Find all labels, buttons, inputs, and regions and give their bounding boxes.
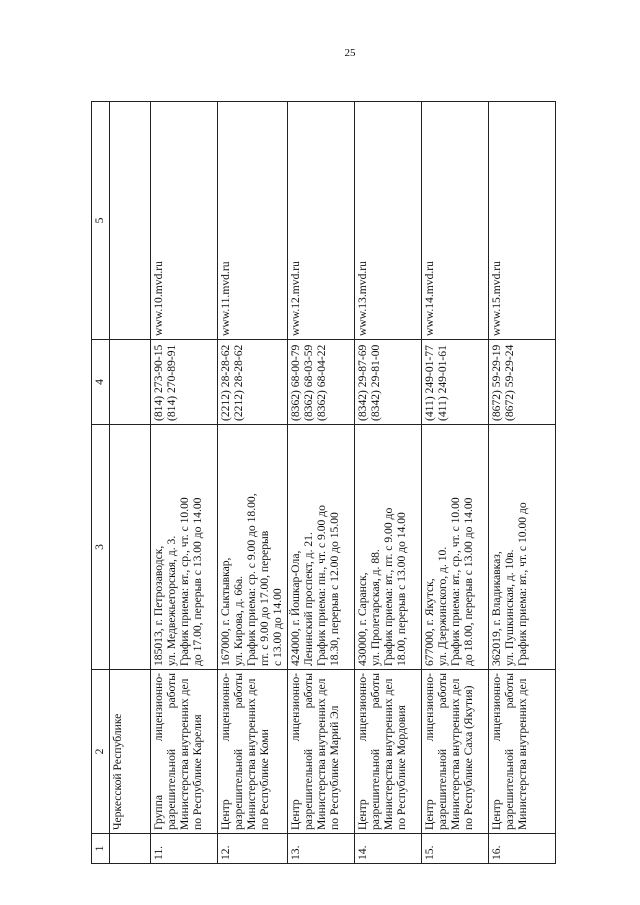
address-schedule-cell [421,425,488,670]
website-cell: www.12.mvd.ru [287,102,354,340]
organization-line [503,673,516,830]
organization-line [219,673,232,830]
phone-number: (8362) 68-00-79 [288,344,302,421]
table-body [92,102,556,864]
organization-line [289,673,302,830]
table-row [421,102,488,864]
phone-number: (8342) 29-87-69 [355,344,369,421]
header-row [92,102,110,864]
organization-line [165,673,178,830]
website-cell: www.15.mvd.ru [488,102,555,340]
site-cell [109,102,150,340]
phone-number: (814) 273-90-15 [151,344,165,421]
header-cell: 1 [92,834,110,864]
address-line: ул. Кирова, д. 66а. [231,576,245,666]
organization-cell [150,670,217,834]
organization-line [436,673,449,830]
row-number-cell: 15. [421,834,488,864]
website-cell: www.13.mvd.ru [354,102,421,340]
organization-line: по Республике Саха (Якутия) [461,685,475,830]
organization-word: работы [231,673,245,709]
address-line: ул. Дзержинского, д. 10. [435,546,449,666]
organization-cell [354,670,421,834]
page-number: 25 [344,47,356,59]
address-line: 167000, г. Сыктывкар, [218,557,232,666]
organization-line [490,673,503,830]
address-line: с 13.00 до 14.00 [270,588,284,666]
address-line: 18.30, перерыв с 12.00 до 15.00 [327,512,341,666]
organization-word: работы [164,673,178,709]
address-line: до 17.00, перерыв с 13.00 до 14.00 [190,497,204,666]
phone-number: (411) 249-01-61 [435,345,449,421]
phone-cell [488,340,555,425]
table-row [488,102,555,864]
address-line: пт. с 9.00 до 17.00, перерыв [257,530,271,666]
website-cell: www.14.mvd.ru [421,102,488,340]
organization-line: по Республике Коми [257,729,271,830]
organization-line: Министерства внутренних дел [448,678,462,830]
phone-number: (2212) 28-28-62 [231,344,245,421]
address-line: 18.00, перерыв с 13.00 до 14.00 [394,512,408,666]
organization-word: разрешительной [301,748,315,830]
row-number-cell: 11. [150,834,217,864]
phone-number: (8362) 68-03-59 [301,344,315,421]
organization-line: по Республике Марий Эл [327,705,341,830]
address-line: График приема: вт., ср., чт. с 10.00 [448,497,462,666]
organization-word: лицензионно- [355,673,369,742]
organization-cell [287,670,354,834]
organization-cell [217,670,287,834]
phone-number: (8362) 68-04-22 [314,344,328,421]
header-cell: 3 [92,425,110,670]
phone-cell [217,340,287,425]
licensing-centers-table [91,101,556,864]
phone-number: (814) 270-89-91 [164,344,178,421]
address-schedule-cell [488,425,555,670]
address-line: 362019, г. Владикавказ, [489,551,503,666]
organization-line: Министерства внутренних дел [381,678,395,830]
organization-word: Центр [288,799,302,830]
organization-line: Министерства внутренних дел [515,678,529,830]
phone-number: (2212) 28-28-62 [218,344,232,421]
organization-word: разрешительной [502,748,516,830]
num-cell [109,834,150,864]
address-schedule-cell [354,425,421,670]
continuation-text: Черкесской Республике [110,713,124,830]
address-line: 677000, г. Якутск, [422,578,436,666]
address-line: Ленинский проспект, д. 21. [301,532,315,666]
organization-word: лицензионно- [288,673,302,742]
organization-word: лицензионно- [422,673,436,742]
table-row [150,102,217,864]
organization-line [232,673,245,830]
phone-cell [354,340,421,425]
phone-number: (8672) 59-29-19 [489,344,503,421]
header-cell: 4 [92,340,110,425]
organization-word: Группа [151,795,165,830]
organization-word: работы [502,673,516,709]
address-cell [109,425,150,670]
address-line: График приема: пн., чт. с 9.00 до [314,505,328,666]
address-schedule-cell [287,425,354,670]
organization-word: Центр [489,799,503,830]
organization-line: Министерства внутренних дел [177,678,191,830]
header-cell: 2 [92,670,110,834]
organization-line [423,673,436,830]
table-row [217,102,287,864]
organization-word: Центр [422,799,436,830]
organization-line: по Республике Мордовия [394,705,408,830]
address-schedule-cell [217,425,287,670]
address-line: до 18.00, перерыв с 13.00 до 14.00 [461,497,475,666]
organization-word: разрешительной [368,748,382,830]
organization-word: работы [301,673,315,709]
organization-line [369,673,382,830]
address-line: 185013, г. Петрозаводск, [151,545,165,666]
organization-word: Центр [355,799,369,830]
phone-cell [287,340,354,425]
table-row [287,102,354,864]
org-cell [109,670,150,834]
organization-line: по Республике Карелия [190,714,204,830]
phone-number: (8672) 59-29-24 [502,344,516,421]
organization-word: лицензионно- [489,673,503,742]
organization-word: лицензионно- [218,673,232,742]
address-line: ул. Пушкинская, д. 10в. [502,549,516,666]
row-number-cell: 13. [287,834,354,864]
address-line: ул. Пролетарская, д. 88. [368,549,382,666]
phone-cell [109,340,150,425]
organization-word: разрешительной [435,748,449,830]
header-cell: 5 [92,102,110,340]
organization-word: лицензионно- [151,673,165,742]
phone-number: (411) 249-01-77 [422,345,436,421]
address-line: 424000, г. Йошкар-Ола, [288,550,302,666]
address-line: 430000, г. Саранск, [355,572,369,666]
phone-cell [421,340,488,425]
row-number-cell: 12. [217,834,287,864]
address-line: График приема: ср. с 9.00 до 18.00, [244,493,258,666]
organization-cell [488,670,555,834]
address-line: График приема: вт., пт. с 9.00 до [381,507,395,666]
organization-word: разрешительной [231,748,245,830]
website-cell: www.11.mvd.ru [217,102,287,340]
organization-word: работы [368,673,382,709]
organization-line [356,673,369,830]
phone-cell [150,340,217,425]
continuation-row [109,102,150,864]
organization-line: Министерства внутренних дел [244,678,258,830]
organization-word: разрешительной [164,748,178,830]
organization-word: работы [435,673,449,709]
organization-line [152,673,165,830]
row-number-cell: 16. [488,834,555,864]
address-line: График приема: вт., чт. с 10.00 до [515,502,529,666]
address-schedule-cell [150,425,217,670]
organization-word: Центр [218,799,232,830]
rotated-table-container [91,102,556,864]
table-row [354,102,421,864]
organization-cell [421,670,488,834]
website-cell: www.10.mvd.ru [150,102,217,340]
organization-line: Министерства внутренних дел [314,678,328,830]
address-line: ул. Медвежьегорская, д. 3. [164,535,178,666]
address-line: График приема: вт., ср., чт. с 10.00 [177,497,191,666]
organization-line [302,673,315,830]
phone-number: (8342) 29-81-00 [368,344,382,421]
row-number-cell: 14. [354,834,421,864]
